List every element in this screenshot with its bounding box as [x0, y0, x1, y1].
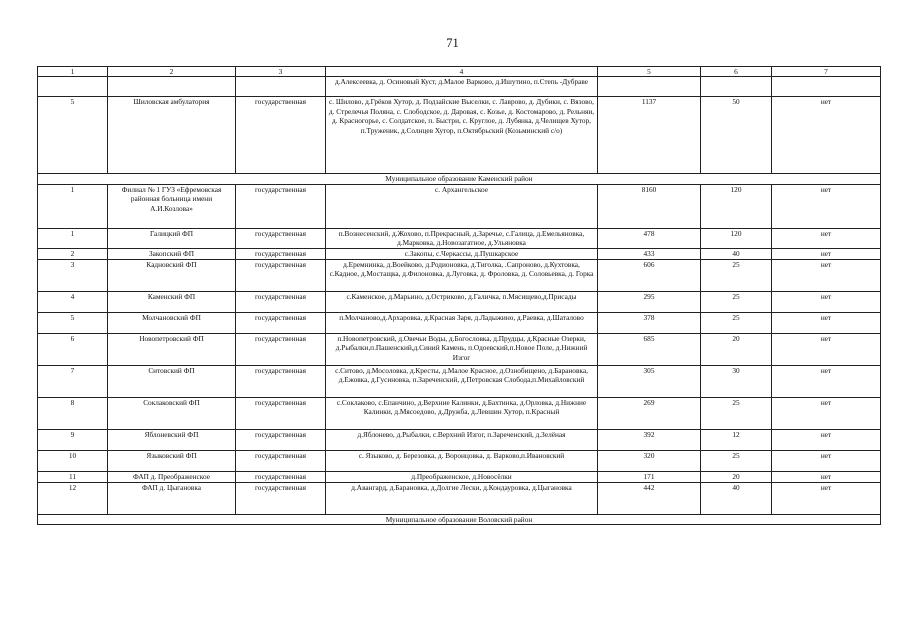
ownership-cell: государственная [236, 184, 326, 228]
row-number-cell: 11 [38, 471, 108, 482]
ownership-cell: государственная [236, 365, 326, 397]
col-header: 2 [108, 67, 236, 77]
row-number-cell: 3 [38, 259, 108, 291]
settlements-cell: с.Закопы, с.Черкассы, д.Пушкарское [326, 248, 598, 259]
table-row [38, 312, 881, 333]
flag-cell: нет [772, 450, 881, 471]
settlements-cell: д.Яблонево, д.Рыбалки, с.Верхний Изгог, п.Зареченский, д.Зелёная [326, 429, 598, 450]
table-row [38, 450, 881, 471]
table-row [38, 259, 881, 291]
settlements-cell: д.Авангард, д.Барановка, д.Долгие Лески, д.Кондауровка, д.Цыгановка [326, 482, 598, 514]
table-row [38, 77, 881, 97]
distance-cell: 25 [701, 450, 772, 471]
flag-cell: нет [772, 365, 881, 397]
row-number-cell: 12 [38, 482, 108, 514]
facility-name-cell: Галицкий ФП [108, 228, 236, 248]
table-row [38, 429, 881, 450]
facility-name-cell: Новопетровский ФП [108, 333, 236, 365]
distance-cell: 30 [701, 365, 772, 397]
settlements-cell: п.Новопетровский, д.Овечьи Воды, д.Богословка, д.Прудцы, д.Красные Озерки, д.Рыбалки,п.Пашенский,д.Синий Камень, п.Одоевский,п.Новое Поле, д.Нижний Изгог [326, 333, 598, 365]
population-cell: 8160 [598, 184, 701, 228]
facilities-table [37, 66, 881, 525]
population-cell: 295 [598, 291, 701, 312]
flag-cell: нет [772, 97, 881, 174]
flag-cell: нет [772, 397, 881, 429]
population-cell: 378 [598, 312, 701, 333]
ownership-cell: государственная [236, 312, 326, 333]
ownership-cell: государственная [236, 228, 326, 248]
settlements-cell: с. Архангельское [326, 184, 598, 228]
row-number-cell: 10 [38, 450, 108, 471]
ownership-cell: государственная [236, 248, 326, 259]
population-cell: 606 [598, 259, 701, 291]
distance-cell: 20 [701, 333, 772, 365]
distance-cell: 12 [701, 429, 772, 450]
table-row [38, 184, 881, 228]
row-number-cell: 5 [38, 312, 108, 333]
facility-name-cell: Языковский ФП [108, 450, 236, 471]
flag-cell: нет [772, 248, 881, 259]
population-cell: 433 [598, 248, 701, 259]
distance-cell: 40 [701, 248, 772, 259]
ownership-cell: государственная [236, 291, 326, 312]
flag-cell: нет [772, 184, 881, 228]
flag-cell: нет [772, 291, 881, 312]
population-cell: 392 [598, 429, 701, 450]
population-cell: 305 [598, 365, 701, 397]
facility-name-cell: Ситовский ФП [108, 365, 236, 397]
flag-cell: нет [772, 259, 881, 291]
table-row [38, 97, 881, 174]
row-number-cell: 9 [38, 429, 108, 450]
col-header: 5 [598, 67, 701, 77]
facility-name-cell: Закопский ФП [108, 248, 236, 259]
row-number-cell: 8 [38, 397, 108, 429]
settlements-cell: с. Языково, д. Березовка, д. Воронцовка, д. Варково,п.Ивановский [326, 450, 598, 471]
distance-cell: 20 [701, 471, 772, 482]
facility-name-cell: Каменский ФП [108, 291, 236, 312]
column-number-row [38, 67, 881, 77]
population-cell: 171 [598, 471, 701, 482]
facility-name-cell: Соклаковский ФП [108, 397, 236, 429]
distance-cell: 40 [701, 482, 772, 514]
distance-cell: 25 [701, 397, 772, 429]
facility-name-cell: ФАП д. Преображенское [108, 471, 236, 482]
section-header-kamensky: Муниципальное образование Каменский район [38, 174, 881, 185]
flag-cell: нет [772, 333, 881, 365]
flag-cell: нет [772, 429, 881, 450]
distance-cell: 120 [701, 184, 772, 228]
ownership-cell: государственная [236, 333, 326, 365]
population-cell [598, 77, 701, 97]
distance-cell: 25 [701, 312, 772, 333]
flag-cell: нет [772, 228, 881, 248]
facility-name-cell [108, 77, 236, 97]
row-number-cell: 1 [38, 228, 108, 248]
table-row [38, 248, 881, 259]
table-row [38, 333, 881, 365]
settlements-cell: п.Молчаново,д.Архаровка, д.Красная Заря, д.Ладыжино, д.Раевка, д.Шаталово [326, 312, 598, 333]
settlements-cell: д.Алексеевка, д. Осиновый Куст, д.Малое Варково, д.Ишутино, п.Степь -Дубраве [326, 77, 598, 97]
distance-cell: 25 [701, 291, 772, 312]
settlements-cell: с.Соклаково, с.Епанчино, д.Верхние Калинки, д.Бахтинка, д.Орловка, д.Нижние Калинки, д.Мясоедово, д.Дружба, д.Левшин Хутор, п.Красный [326, 397, 598, 429]
row-number-cell: 1 [38, 184, 108, 228]
distance-cell [701, 77, 772, 97]
ownership-cell: государственная [236, 450, 326, 471]
row-number-cell: 5 [38, 97, 108, 174]
population-cell: 685 [598, 333, 701, 365]
population-cell: 269 [598, 397, 701, 429]
distance-cell: 25 [701, 259, 772, 291]
facility-name-cell: ФАП д. Цыгановка [108, 482, 236, 514]
table-row [38, 291, 881, 312]
page-number: 71 [446, 36, 459, 50]
table-row [38, 471, 881, 482]
flag-cell: нет [772, 482, 881, 514]
settlements-cell: с.Каменское, д.Марьино, д.Остриково, д.Галичка, п.Мясищево,д.Присады [326, 291, 598, 312]
row-number-cell [38, 77, 108, 97]
section-header-volovo: Муниципальное образование Воловский район [38, 514, 881, 525]
distance-cell: 50 [701, 97, 772, 174]
flag-cell [772, 77, 881, 97]
col-header: 1 [38, 67, 108, 77]
flag-cell: нет [772, 312, 881, 333]
distance-cell: 120 [701, 228, 772, 248]
facility-name-cell: Кадновский ФП [108, 259, 236, 291]
facility-name-cell: Молчановский ФП [108, 312, 236, 333]
col-header: 6 [701, 67, 772, 77]
table-row [38, 365, 881, 397]
table-row [38, 228, 881, 248]
settlements-cell: с. Шилово, д.Грёков Хутор, д. Подзайские Выселки, с. Лаврово, д. Дубики, с. Вязово, д. Стрелечья Поляна, с. Слободское, д. Даровая, с. Козье, д. Костомарово, д. Рельняи, д. Красногорье, с. Солдатское, п. Быстри, с. Круглое, д. Лубянка, д.Челищев Хутор, п.Труженик, д.Солнцев Хутор, п.Октябрьский (Козьминский с/о) [326, 97, 598, 174]
section-row [38, 174, 881, 185]
facility-name-cell: Филиал № 1 ГУЗ «Ефремовская районная больница имени А.И.Козлова» [108, 184, 236, 228]
ownership-cell: государственная [236, 471, 326, 482]
ownership-cell: государственная [236, 429, 326, 450]
row-number-cell: 7 [38, 365, 108, 397]
population-cell: 478 [598, 228, 701, 248]
row-number-cell: 2 [38, 248, 108, 259]
population-cell: 442 [598, 482, 701, 514]
settlements-cell: с.Ситово, д.Мосоловка, д.Кресты, д.Малое Красное, д.Ознобищено, д.Барановка, д.Ежовка, д.Гусиновка, п.Зареченский, д.Петровская Слобода,п.Михайловский [326, 365, 598, 397]
table-row [38, 482, 881, 514]
row-number-cell: 6 [38, 333, 108, 365]
table-row [38, 397, 881, 429]
settlements-cell: д.Преображенское, д.Новосёлки [326, 471, 598, 482]
flag-cell: нет [772, 471, 881, 482]
ownership-cell: государственная [236, 482, 326, 514]
ownership-cell: государственная [236, 97, 326, 174]
settlements-cell: п.Вознесенский, д.Жохово, п.Прекрасный, д.Заречье, с.Галица, д.Емельяновка, д.Марковка, д.Новозагатное, д.Ульяновка [326, 228, 598, 248]
settlements-cell: д.Еремнинка, д.Воейково, д.Родионовка, д.Тиголка, .Сапроново, д.Кухтовка, с.Кадное, д.Мостащка, д.Филоновка, д.Луговка, д. Фроловка, д. Соловьевка, д. Горка [326, 259, 598, 291]
facility-name-cell: Яблоневский ФП [108, 429, 236, 450]
population-cell: 1137 [598, 97, 701, 174]
ownership-cell: государственная [236, 397, 326, 429]
col-header: 4 [326, 67, 598, 77]
col-header: 3 [236, 67, 326, 77]
population-cell: 320 [598, 450, 701, 471]
col-header: 7 [772, 67, 881, 77]
section-row [38, 514, 881, 525]
ownership-cell: государственная [236, 259, 326, 291]
ownership-cell [236, 77, 326, 97]
facility-name-cell: Шиловская амбулатория [108, 97, 236, 174]
row-number-cell: 4 [38, 291, 108, 312]
